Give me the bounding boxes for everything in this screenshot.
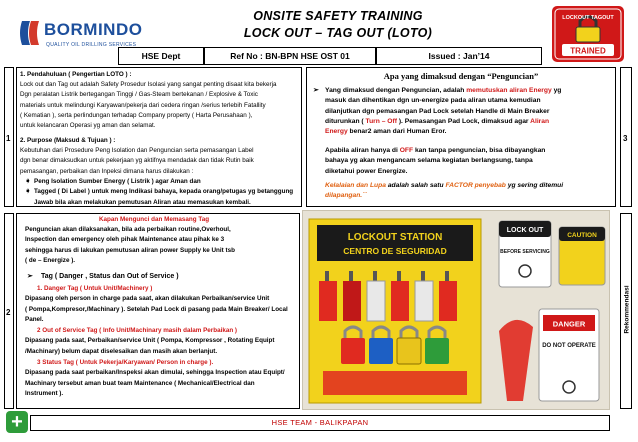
tag-item-title: 2 Out of Service Tag ( Info Unit/Machinary masih dalam Perbaikan ) <box>37 327 238 334</box>
footer-team: HSE TEAM - BALIKPAPAN <box>30 415 610 431</box>
purpose-bullets <box>25 177 293 208</box>
definition-line: dilanjutkan dgn pemasangan Pad Lock setelah Handle di Main Breaker <box>325 107 550 115</box>
tag-caution-text: CAUTION <box>567 232 597 239</box>
board-title-2: CENTRO DE SEGURIDAD <box>343 246 447 256</box>
loto-trained-badge-icon <box>552 6 624 62</box>
intro-line: sehingga harus di lakukan pemutusan aliran power Supply ke Unit tsb <box>25 246 235 254</box>
side-strip-4 <box>620 213 632 409</box>
purpose-text <box>20 146 254 177</box>
section-2-heading: Kapan Mengunci dan Memasang Tag <box>99 216 210 223</box>
board-title-1: LOCKOUT STATION <box>347 232 443 243</box>
section-2-intro <box>25 225 235 266</box>
purpose-line: Kebutuhan dari Prosedure Peng Isolation dan Penguncian serta pemasangan Label <box>20 147 254 154</box>
tag-item-line: /Machinary) belum dapat diselesaikan dan masih akan berlanjut. <box>25 347 218 355</box>
title-line-1: ONSITE SAFETY TRAINING <box>253 9 423 23</box>
note-line: dilapangan.`` <box>325 192 367 200</box>
tag-item-line: Dipasang pada saat, Perbaikan/service Unit ( Pompa, Kompressor , Rotating Equipt <box>25 337 275 345</box>
tag-item-title: 3 Status Tag ( Untuk Pekerja/Karyawan/ Person in charge ). <box>37 359 214 366</box>
tag-danger-text: DANGER <box>552 319 586 329</box>
section-1-intro <box>20 80 276 131</box>
intro-line: Lock out dan Tag out adalah Safety Prosedur Isolasi yang sangat penting disaat kita bekerja <box>20 81 277 88</box>
off-without-lock-warning <box>325 146 545 177</box>
intro-line: Penguncian akan dilaksanakan, bila ada perbaikan routine,Overhoul, <box>25 226 231 233</box>
section-number-1: 1 <box>6 134 11 143</box>
bullet-item: ➧ Peng Isolation Sumber Energy ( Listrik ) agar Aman dan <box>25 177 293 187</box>
warning-line: bahaya yg akan mengancam selama kegiatan berlangsung, tanpa <box>325 157 533 165</box>
company-logo <box>16 14 143 62</box>
tag-types-heading: ➢ Tag ( Danger , Status dan Out of Service ) <box>27 272 179 282</box>
purpose-line: dgn benar dimaksudkan untuk pekerjaan yg aktifnya mendadak dan tidak Rutin baik <box>20 157 254 165</box>
tag-danger-sub: DO NOT OPERATE <box>542 343 596 349</box>
purpose-line: pemasangan, perbaikan dan Inpeksi dimana harus dilakukan : <box>20 167 194 175</box>
tag-item-status <box>25 358 285 399</box>
definition-line: Energy benar2 aman dari Human Eror. <box>325 128 447 136</box>
bullet-item: ➧ Tagged ( Di Label ) untuk meng Indikasi bahaya, kepada orang/petugas yg betanggung <box>25 187 293 197</box>
tag-item-line: Dipasang oleh person in charge pada saat, akan dilakukan Perbaikan/service Unit <box>25 295 270 303</box>
intro-line: materials untuk melindungi Karyawan/pekerja dari cedera ringan /serius terlebih Fatallity <box>20 101 266 109</box>
definition-line: ➢ Yang dimaksud dengan Penguncian, adalah memutuskan aliran Energy yg <box>313 86 561 96</box>
tag-item-line: Dipasang pada saat perbaikan/Inspeksi akan dimulai, sehingga Inspection atau Equipt/ <box>25 369 285 377</box>
arrow-bullet-icon: ➢ <box>313 87 319 94</box>
section-3-heading: Apa yang dimaksud dengan “Penguncian” <box>383 71 539 81</box>
section-number-2: 2 <box>6 308 11 317</box>
warning-line: Apabila aliran hanya di OFF kan tanpa penguncian, bisa dibayangkan <box>325 147 546 154</box>
tag-lockout-text: LOCK OUT <box>506 227 544 234</box>
arrow-bullet-icon: ➧ <box>25 178 31 185</box>
tag-item-line: Panel. <box>25 315 44 323</box>
header-dept: HSE Dept <box>118 47 204 65</box>
section-number-3: 3 <box>623 134 628 143</box>
section-3-panel <box>306 67 616 207</box>
tag-lockout-sub: BEFORE SERVICING <box>500 249 550 255</box>
side-label-rekommendasi: Rekommendasi <box>623 285 631 334</box>
tag-item-line: ( Pompa,Kompresor,/Machinary ). Setelah Pad Lock di pasang pada Main Breaker/ Local <box>25 305 288 313</box>
side-strip-2 <box>4 213 14 409</box>
human-factor-note <box>325 181 563 202</box>
bormindo-mark-icon <box>16 18 44 48</box>
warning-line: diketahui power Energize. <box>325 167 408 175</box>
document-title <box>148 8 528 42</box>
side-strip-3 <box>620 67 632 207</box>
side-strip-1 <box>4 67 14 207</box>
title-line-2: LOCK OUT – TAG OUT (LOTO) <box>243 26 433 40</box>
bullet-item: Jawab bila akan melakukan pemutusan Aliran atau memasukan kembali. <box>34 198 251 206</box>
loto-definition <box>313 86 561 137</box>
tag-item-line: Machinary tersebut aman buat team Maintenance ( Mechanical/Electrical dan <box>25 379 255 387</box>
plus-icon: + <box>6 411 28 433</box>
header-issued: Issued : Jan’14 <box>376 47 542 65</box>
tag-item-title: 1. Danger Tag ( Untuk Unit/Machinery ) <box>37 285 153 292</box>
definition-line: masuk dan dihentikan dgn un-energize pada aliran utama kemudian <box>325 97 541 105</box>
tag-item-danger <box>25 284 288 325</box>
section-2-panel <box>16 213 300 409</box>
badge-bottom-text: TRAINED <box>570 46 606 56</box>
purpose-heading: 2. Purpose (Maksud & Tujuan ) : <box>20 137 116 144</box>
note-line: Kelalaian dan Lupa adalah salah satu FACTOR penyebab yg sering ditemui <box>325 182 564 189</box>
arrow-bullet-icon: ➧ <box>25 188 31 196</box>
intro-line: Inspection dan emergency oleh pihak Maintenance atau pihak ke 3 <box>25 236 225 244</box>
section-1-heading: 1. Pendahuluan ( Pengertian LOTO ) : <box>20 71 132 78</box>
definition-line: diturunkan ( Turn – Off ). Pemasangan Pad Lock, dimaksud agar Aliran <box>325 117 550 125</box>
section-1-panel <box>16 67 302 207</box>
tag-item-line: Instrument ). <box>25 389 64 397</box>
logo-tagline: QUALITY OIL DRILLING SERVICES <box>46 42 137 48</box>
logo-wordmark: BORMINDO <box>44 20 143 39</box>
intro-line: untuk kelancaran Operasi yg aman dan selamat. <box>20 122 156 130</box>
badge-top-text: LOCKOUT TAGOUT <box>562 15 614 21</box>
intro-line: ( Kematian ), serta perlindungan terhadap Company property ( Harta Perusahaan ), <box>20 111 253 119</box>
lockout-station-illustration <box>303 211 610 410</box>
intro-line: ( de – Energize ). <box>25 256 76 264</box>
lockout-station-photo <box>302 210 610 410</box>
tag-item-out-of-service <box>25 326 275 357</box>
header-ref: Ref No : BN-BPN HSE OST 01 <box>204 47 376 65</box>
intro-line: Dgn peralatan Listrik bertegangan Tinggi / Gas-Steam bertekanan / Explosive & Toxic <box>20 91 258 99</box>
arrow-bullet-icon: ➢ <box>27 273 33 280</box>
